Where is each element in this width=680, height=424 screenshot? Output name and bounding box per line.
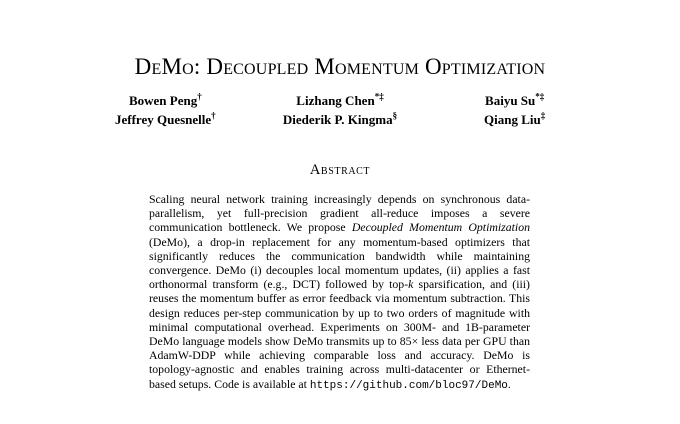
abstract-emphasis: Decoupled Momentum Optimization: [351, 220, 531, 235]
author-name: Qiang Liu: [484, 112, 541, 127]
author-affiliation-mark: †: [211, 110, 216, 121]
author-name: Diederik P. Kingma: [282, 112, 393, 127]
abstract-variable: k: [408, 277, 414, 292]
abstract-heading: Abstract: [309, 162, 371, 178]
author-name: Lizhang Chen: [296, 93, 375, 108]
paper-title: DeMo: Decoupled Momentum Optimization: [134, 54, 546, 79]
author-bowen-peng: [78, 93, 253, 109]
author-affiliation-mark: ‡: [540, 110, 546, 121]
author-jeffrey-quesnelle: [78, 112, 253, 128]
abstract-body: [149, 192, 530, 393]
author-affiliation-mark: †: [197, 91, 202, 102]
author-affiliation-mark: *‡: [535, 91, 545, 102]
abstract-text: (DeMo), a drop-in replacement for any momentum-based optimizers that significantly reduces the communication bandwidth while maintaining convergence. DeMo (i) decouples local momentum updates, (ii) applies a fast orthonormal transform (e.g., DCT) followed by top-: [149, 234, 530, 292]
abstract-text: .: [507, 376, 511, 391]
author-name: Jeffrey Quesnelle: [115, 112, 212, 127]
author-lizhang-chen: [253, 93, 428, 109]
code-url-link[interactable]: https://github.com/bloc97/DeMo: [309, 379, 508, 392]
author-qiang-liu: [427, 112, 602, 128]
author-affiliation-mark: *‡: [374, 91, 384, 102]
author-diederik-kingma: [253, 112, 428, 128]
author-name: Bowen Peng: [128, 93, 198, 108]
author-list: [78, 93, 602, 128]
author-name: Baiyu Su: [485, 93, 536, 108]
abstract-text: Scaling neural network training increasingly depends on synchronous data-parallelism, yet full-precision gradient all-reduce imposes a severe communication bottleneck. We propose: [149, 192, 530, 235]
author-baiyu-su: [427, 93, 602, 109]
abstract-text: sparsification, and (iii) reuses the momentum buffer as error feedback via momentum subtraction. This design reduces per-step communication by up to two orders of magnitude with minimal computational overhead. Experiments on 300M- and 1B-parameter DeMo language models show DeMo transmits up to 85× less data per GPU than AdamW-DDP while achieving comparable loss and accuracy. DeMo is topology-agnostic and enables training across multi-datacenter or Ethernet-based setups. Code is available at: [149, 277, 530, 391]
author-affiliation-mark: §: [392, 110, 398, 121]
